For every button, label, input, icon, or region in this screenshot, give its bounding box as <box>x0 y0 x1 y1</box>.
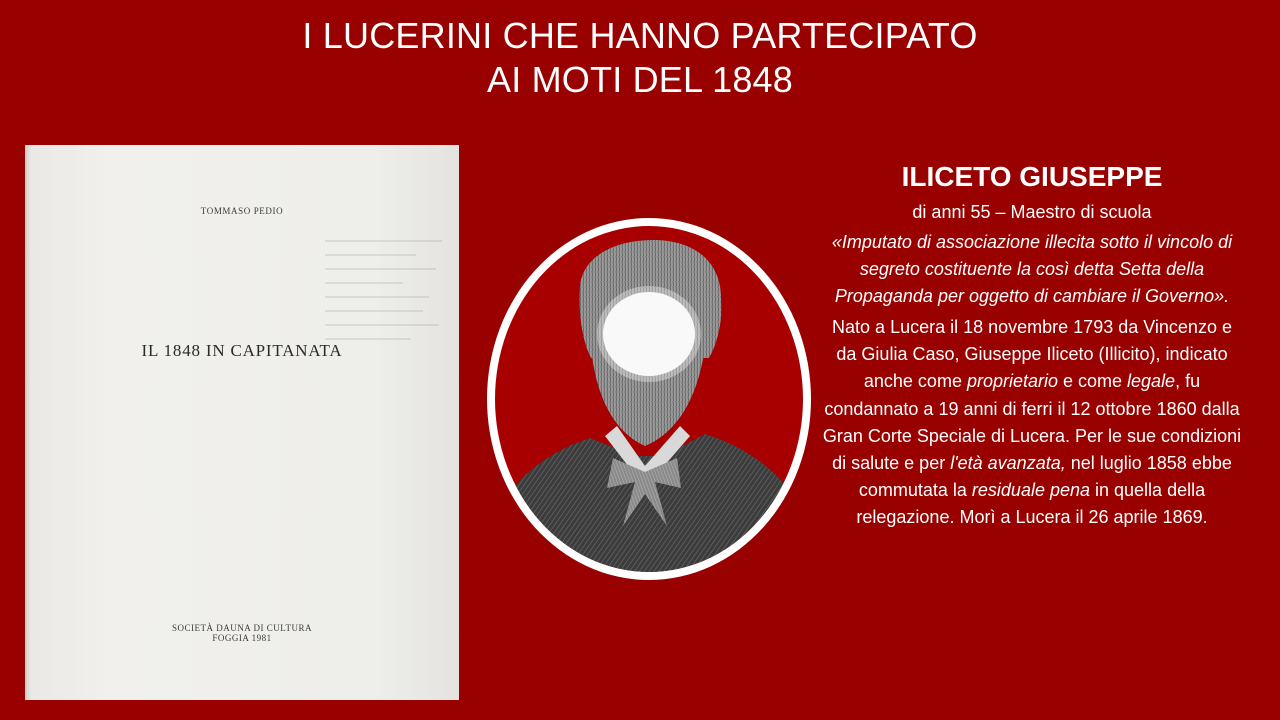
slide-title-line-1: I LUCERINI CHE HANNO PARTECIPATO <box>302 15 978 56</box>
book-publisher-place-year: FOGGIA 1981 <box>212 633 272 643</box>
book-title: IL 1848 IN CAPITANATA <box>141 341 343 360</box>
person-name: ILICETO GIUSEPPE <box>901 161 1163 192</box>
biography-text <box>812 314 1252 532</box>
slide-title <box>0 14 1280 102</box>
portrait-image <box>495 226 803 572</box>
bio-text-2: e come <box>1058 371 1128 392</box>
bio-italic-2: legale <box>1127 371 1176 392</box>
book-publisher-name: SOCIETÀ DAUNA DI CULTURA <box>172 623 312 633</box>
book-publisher <box>25 623 459 643</box>
bio-italic-4: residuale pena <box>971 480 1091 501</box>
book-page-bleed-through <box>325 240 455 390</box>
bio-text-3: , fu condannato a 19 anni di ferri il 12 ottobre 1860 dalla Gran Corte Speciale di Lucera. Per le sue condizioni di salute e per <box>822 371 1242 474</box>
bio-text-1: Nato a Lucera il 18 novembre 1793 da Vincenzo e da Giulia Caso, Giuseppe Iliceto (Illicito), indicato anche come <box>832 317 1232 392</box>
book-author: TOMMASO PEDIO <box>200 206 284 216</box>
bio-italic-3: l'età avanzata, <box>950 453 1066 474</box>
slide-title-line-2: AI MOTI DEL 1848 <box>487 59 793 100</box>
portrait-frame <box>487 218 811 580</box>
charge-quote: «Imputato di associazione illecita sotto il vincolo di segreto costituente la così detta Setta della Propaganda per oggetto di cambiare il Governo». <box>831 232 1233 306</box>
bio-text-5: in quella della relegazione. Morì a Lucera il 26 aprile 1869. <box>856 480 1208 528</box>
bio-italic-1: proprietario <box>966 371 1058 392</box>
person-subtitle: di anni 55 – Maestro di scuola <box>912 202 1152 222</box>
biography-panel <box>812 160 1252 532</box>
book-cover-image <box>25 145 459 700</box>
bio-text-4: nel luglio 1858 ebbe commutata la <box>858 453 1232 501</box>
